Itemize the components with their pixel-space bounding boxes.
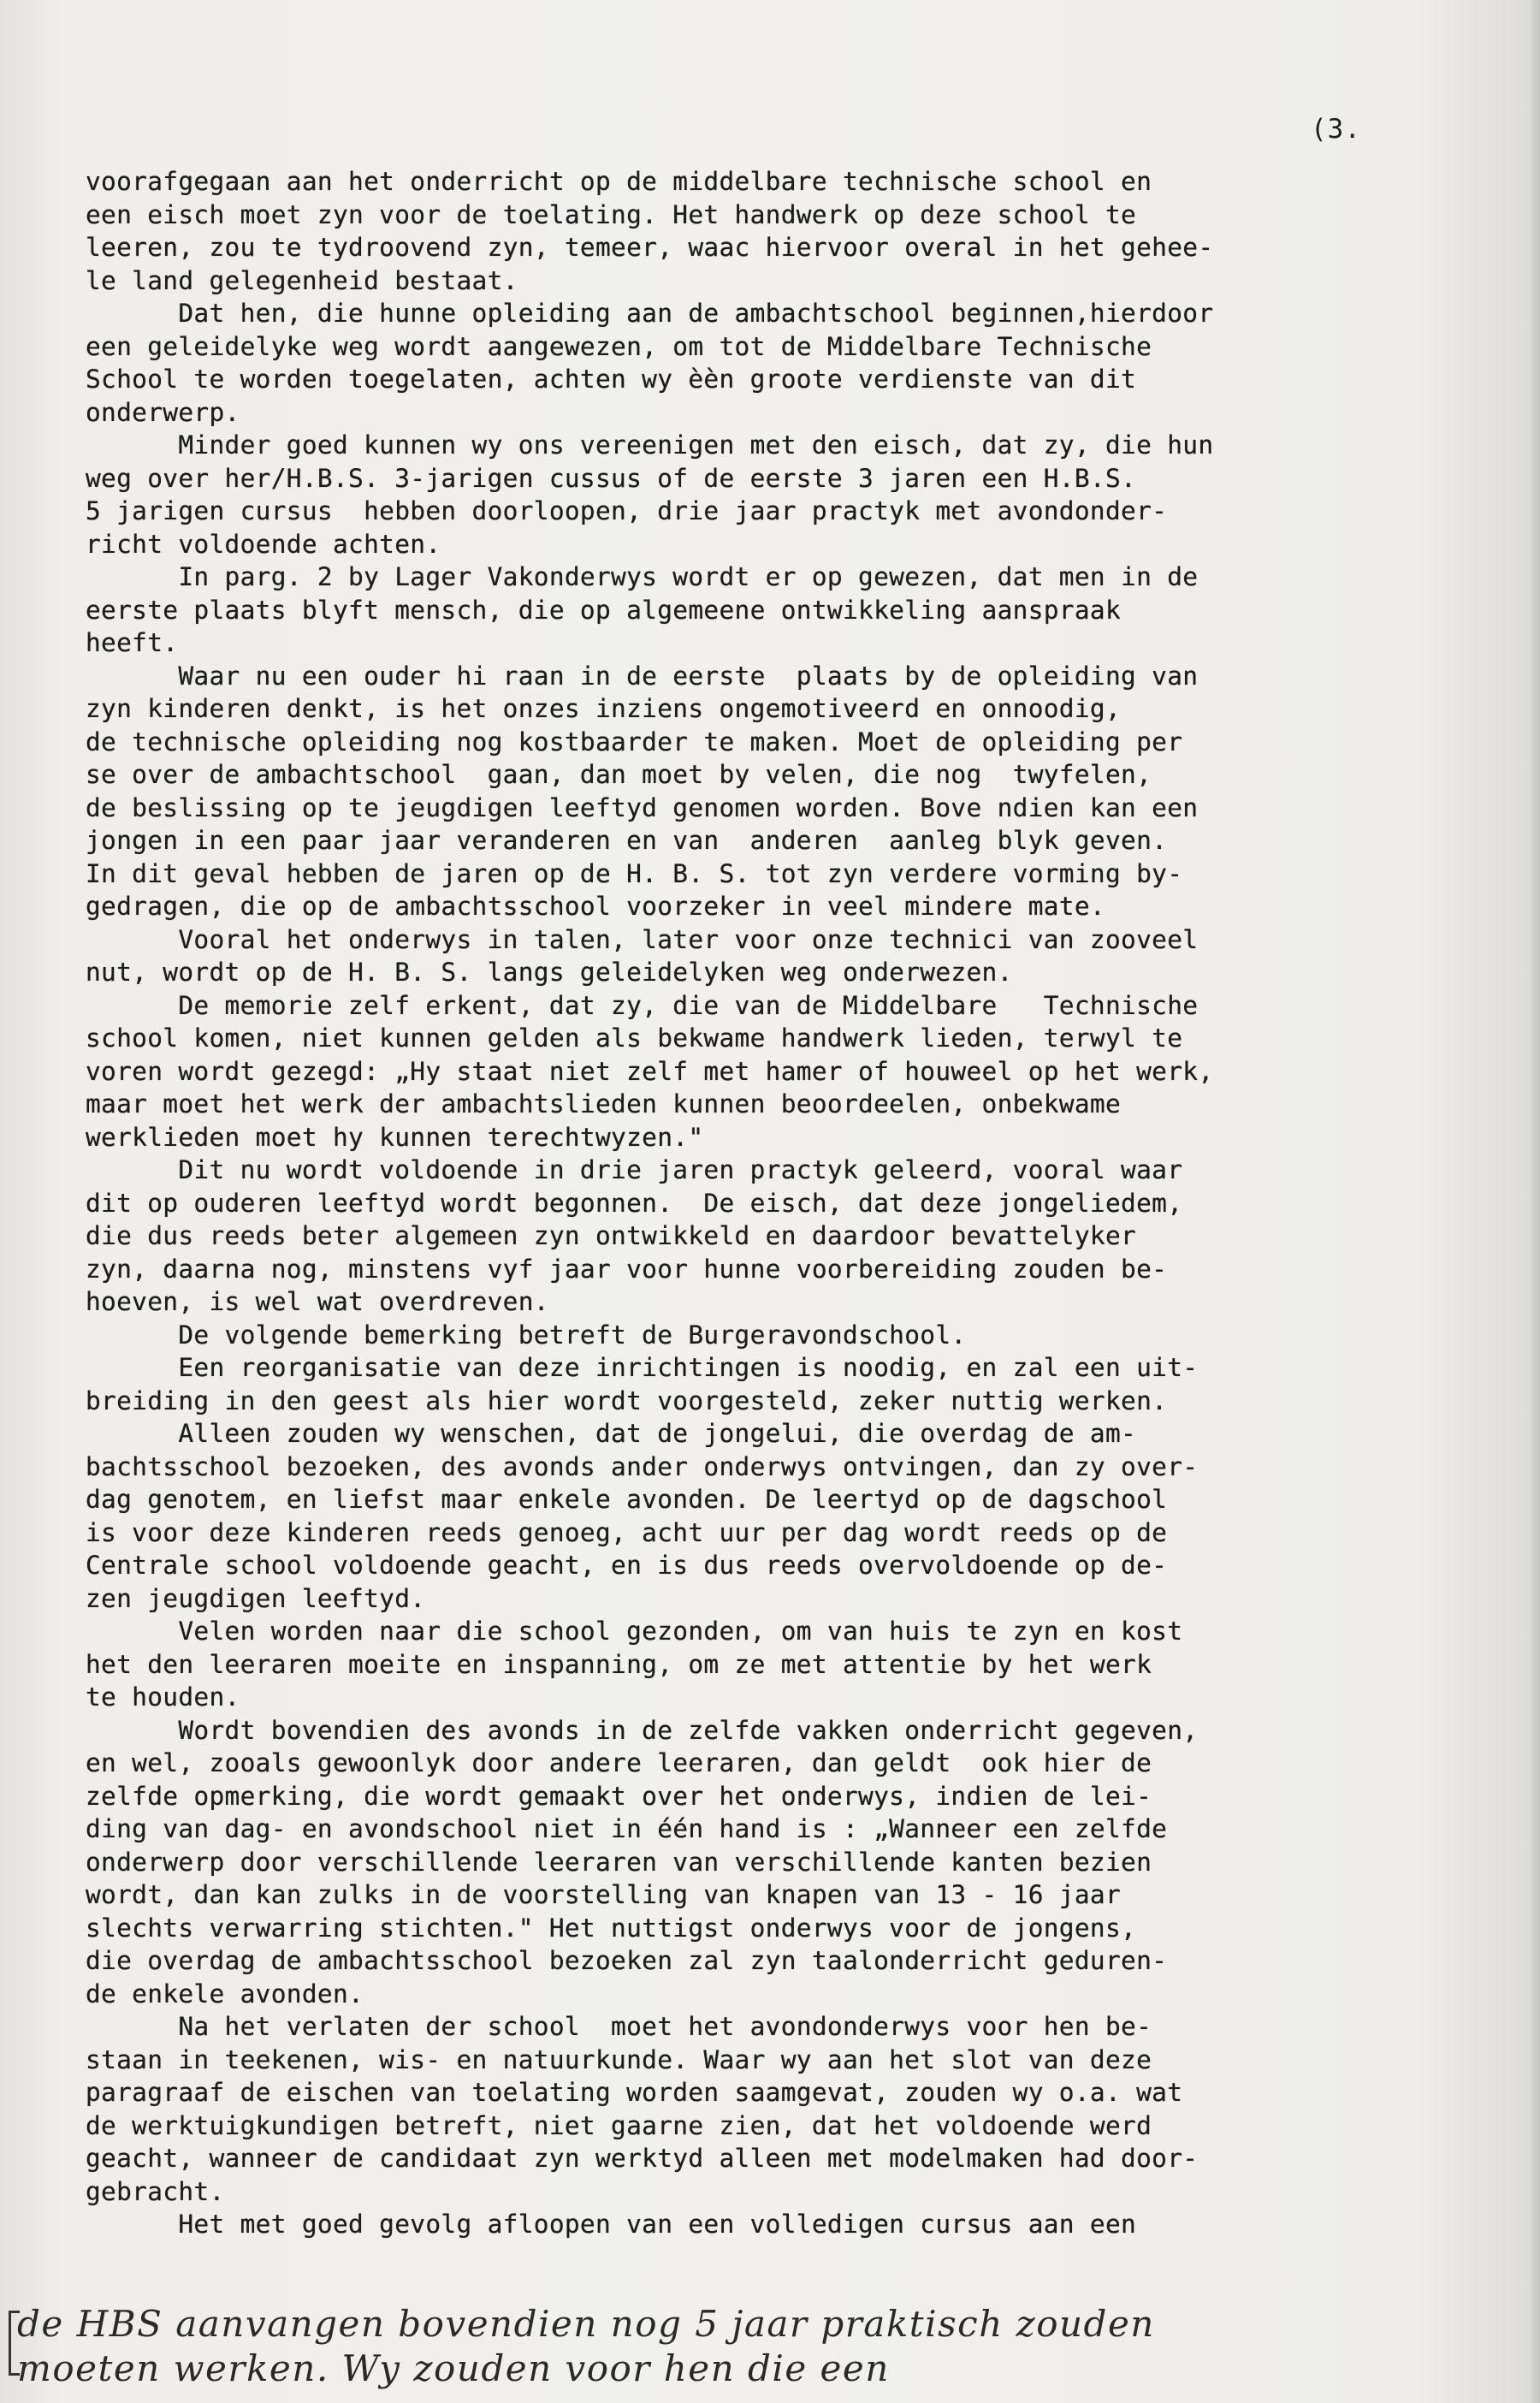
typed-line: De volgende bemerking betreft de Burgeravondschool. (86, 1320, 967, 1350)
typed-line: Dit nu wordt voldoende in drie jaren practyk geleerd, vooral waar (86, 1155, 1183, 1184)
typed-line: zen jeugdigen leeftyd. (86, 1583, 426, 1613)
typed-line: De memorie zelf erkent, dat zy, die van de Middelbare Technische (86, 990, 1199, 1020)
typed-line: een eisch moet zyn voor de toelating. Het handwerk op deze school te (86, 199, 1137, 229)
typed-line: werklieden moet hy kunnen terechtwyzen." (86, 1122, 704, 1152)
typed-line: Een reorganisatie van deze inrichtingen is noodig, en zal een uit- (86, 1353, 1199, 1382)
typed-line: zyn, daarna nog, minstens vyf jaar voor hunne voorbereiding zouden be- (86, 1254, 1168, 1284)
typed-line: Na het verlaten der school moet het avondonderwys voor hen be- (86, 2012, 1152, 2041)
typed-line: een geleidelyke weg wordt aangewezen, om tot de Middelbare Technische (86, 331, 1152, 361)
typed-line: geacht, wanneer de candidaat zyn werktyd alleen met modelmaken had door- (86, 2144, 1199, 2173)
typed-line: de enkele avonden. (86, 1979, 364, 2008)
typed-line: heeft. (86, 628, 179, 657)
typed-line: wordt, dan kan zulks in de voorstelling van knapen van 13 - 16 jaar (86, 1880, 1122, 1909)
typed-line: paragraaf de eischen van toelating worden saamgevat, zouden wy o.a. wat (86, 2078, 1183, 2107)
handwritten-annotation (17, 2302, 1523, 2391)
typed-line: voorafgegaan aan het onderricht op de middelbare technische school en (86, 167, 1152, 196)
typed-line: Velen worden naar die school gezonden, om van huis te zyn en kost (86, 1617, 1183, 1646)
typed-line: maar moet het werk der ambachtslieden kunnen beoordeelen, onbekwame (86, 1089, 1122, 1118)
typed-line: zelfde opmerking, die wordt gemaakt over het onderwys, indien de lei- (86, 1781, 1152, 1811)
typed-line: richt voldoende achten. (86, 529, 441, 559)
typed-line: weg over her/H.B.S. 3-jarigen cussus of de eerste 3 jaren een H.B.S. (86, 463, 1137, 493)
typed-line: ding van dag- en avondschool niet in één hand is : „Wanneer een zelfde (86, 1814, 1168, 1843)
page-edge-shadow (1528, 0, 1540, 2403)
typed-line: In parg. 2 by Lager Vakonderwys wordt er op gewezen, dat men in de (86, 562, 1199, 591)
typed-line: Het met goed gevolg afloopen van een volledigen cursus aan een (86, 2210, 1137, 2239)
typed-line: dag genotem, en liefst maar enkele avonden. De leertyd op de dagschool (86, 1485, 1168, 1514)
typed-line: breiding in den geest als hier wordt voorgesteld, zeker nuttig werken. (86, 1385, 1168, 1415)
typed-line: voren wordt gezegd: „Hy staat niet zelf met hamer of houweel op het werk, (86, 1056, 1214, 1086)
typed-line: Waar nu een ouder hi raan in de eerste plaats by de opleiding van (86, 661, 1199, 691)
typed-line: zyn kinderen denkt, is het onzes inziens ongemotiveerd en onnoodig, (86, 694, 1122, 723)
typed-line: School te worden toegelaten, achten wy èèn groote verdienste van dit (86, 365, 1137, 394)
typed-line: de werktuigkundigen betreft, niet gaarne zien, dat het voldoende werd (86, 2110, 1152, 2140)
typed-line: Minder goed kunnen wy ons vereenigen met den eisch, dat zy, die hun (86, 430, 1214, 460)
typed-line: se over de ambachtschool gaan, dan moet by velen, die nog twyfelen, (86, 760, 1152, 789)
typed-line: Centrale school voldoende geacht, en is dus reeds overvoldoende op de- (86, 1551, 1168, 1580)
typed-line: leeren, zou te tydroovend zyn, temeer, waac hiervoor overal in het gehee- (86, 233, 1214, 262)
typed-line: die overdag de ambachtsschool bezoeken zal zyn taalonderricht geduren- (86, 1946, 1168, 1975)
typed-line: staan in teekenen, wis- en natuurkunde. Waar wy aan het slot van deze (86, 2044, 1152, 2074)
typed-line: is voor deze kinderen reeds genoeg, acht uur per dag wordt reeds op de (86, 1517, 1168, 1547)
typed-line: Wordt bovendien des avonds in de zelfde vakken onderricht gegeven, (86, 1715, 1199, 1745)
typed-text-body (86, 165, 1489, 2241)
typed-line: nut, wordt op de H. B. S. langs geleidelyken weg onderwezen. (86, 958, 1013, 987)
typed-line: Alleen zouden wy wenschen, dat de jongelui, die overdag de am- (86, 1419, 1137, 1448)
typed-line: jongen in een paar jaar veranderen en van anderen aanleg blyk geven. (86, 826, 1168, 855)
typed-line: le land gelegenheid bestaat. (86, 265, 518, 295)
typed-line: eerste plaats blyft mensch, die op algemeene ontwikkeling aanspraak (86, 595, 1122, 625)
typed-line: gebracht. (86, 2176, 225, 2206)
typed-line: de technische opleiding nog kostbaarder te maken. Moet de opleiding per (86, 727, 1183, 756)
typed-line: onderwerp door verschillende leeraren van verschillende kanten bezien (86, 1847, 1152, 1877)
typed-line: dit op ouderen leeftyd wordt begonnen. De eisch, dat deze jongeliedem, (86, 1188, 1183, 1218)
page-number: (3. (1311, 114, 1361, 145)
typed-line: Dat hen, die hunne opleiding aan de ambachtschool beginnen,hierdoor (86, 299, 1214, 328)
typed-line: Vooral het onderwys in talen, later voor onze technici van zooveel (86, 924, 1199, 954)
typed-line: de beslissing op te jeugdigen leeftyd genomen worden. Bove ndien kan een (86, 792, 1199, 822)
typed-line: 5 jarigen cursus hebben doorloopen, drie jaar practyk met avondonder- (86, 496, 1168, 525)
handwritten-line: moeten werken. Wy zouden voor hen die een (17, 2347, 890, 2389)
handwritten-line: de HBS aanvangen bovendien nog 5 jaar praktisch zouden (17, 2303, 1155, 2345)
typed-line: bachtsschool bezoeken, des avonds ander onderwys ontvingen, dan zy over- (86, 1451, 1199, 1481)
typed-line: onderwerp. (86, 397, 240, 427)
typed-line: In dit geval hebben de jaren op de H. B. S. tot zyn verdere vorming by- (86, 858, 1183, 888)
typed-line: het den leeraren moeite en inspanning, om ze met attentie by het werk (86, 1649, 1152, 1679)
typed-line: hoeven, is wel wat overdreven. (86, 1287, 549, 1316)
typed-line: gedragen, die op de ambachtsschool voorzeker in veel mindere mate. (86, 892, 1105, 921)
typed-line: en wel, zooals gewoonlyk door andere leeraren, dan geldt ook hier de (86, 1748, 1152, 1777)
typed-line: school komen, niet kunnen gelden als bekwame handwerk lieden, terwyl te (86, 1024, 1183, 1053)
typed-line: slechts verwarring stichten." Het nuttigst onderwys voor de jongens, (86, 1913, 1137, 1943)
typed-line: die dus reeds beter algemeen zyn ontwikkeld en daardoor bevattelyker (86, 1221, 1137, 1250)
typed-line: te houden. (86, 1682, 240, 1712)
